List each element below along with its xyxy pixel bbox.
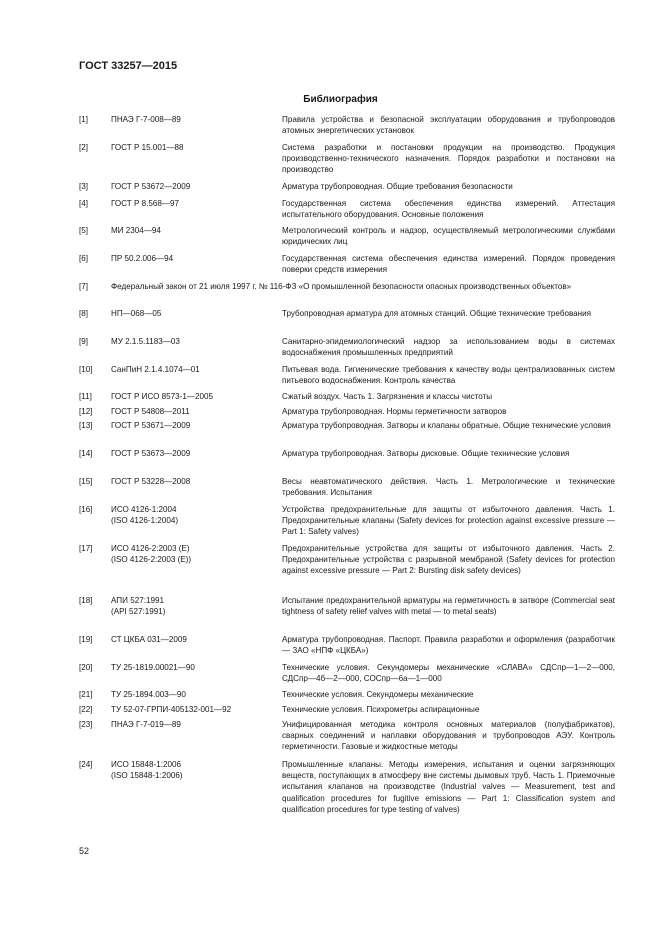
entry-number: [14]	[79, 449, 93, 458]
entry-designation: ТУ 25-1819.00021—90	[111, 663, 195, 672]
entry-designation: ГОСТ Р 54808—2011	[111, 407, 190, 416]
entry-number: [5]	[79, 226, 88, 235]
entry-title: Устройства предохранительные для защиты от избыточного давления. Часть 1. Предохранительные клапаны (Safety devices for protection against excessive pressure — Part 1: Safety valves)	[282, 505, 615, 537]
entry-title: Предохранительные устройства для защиты от избыточного давления. Часть 2. Предохранительные устройства с разрывной мембраной (Safety devices for protection against excessive pressure — Part 2: Bursting disk safety devices)	[282, 544, 615, 576]
entry-number: [10]	[79, 365, 93, 374]
entry-number: [2]	[79, 143, 88, 152]
entry-number: [22]	[79, 705, 93, 714]
entry-designation: ГОСТ Р 8.568—97	[111, 199, 179, 208]
entry-title: Промышленные клапаны. Методы измерения, испытания и оценки загрязняющих веществ, поступающих в атмосферу вне системы дымовых труб. Часть 1. Приемочные испытания клапанов на производстве (Industrial valves — Measurement, test and qualification procedures for fugitive emissions — Part 1: Classification system and qualification procedures for type testing of valves)	[282, 760, 615, 814]
entry-designation: МИ 2304—94	[111, 226, 161, 235]
entry-title: Весы неавтоматического действия. Часть 1. Метрологические и технические требования. Испытания	[282, 477, 615, 498]
entry-designation: ПНАЭ Г-7-019—89	[111, 720, 181, 729]
entry-title: Технические условия. Секундомеры механические	[282, 690, 474, 699]
entry-title: Арматура трубопроводная. Общие требования безопасности	[282, 182, 513, 191]
entry-number: [16]	[79, 505, 93, 514]
entry-number: [23]	[79, 720, 93, 729]
entry-title: Правила устройства и безопасной эксплуатации оборудования и трубопроводов атомных энергетических установок	[282, 115, 615, 136]
entry-title: Санитарно-эпидемиологический надзор за использованием воды в системах водоснабжения промышленных предприятий	[282, 337, 615, 358]
entry-title: Испытание предохранительной арматуры на герметичность в затворе (Commercial seat tightness of safety relief valves with metal — to metal seats)	[282, 596, 615, 617]
entry-title: Трубопроводная арматура для атомных станций. Общие технические требования	[282, 309, 592, 318]
entry-designation: ГОСТ Р 53672—2009	[111, 182, 191, 191]
entry-designation: ПНАЭ Г-7-008—89	[111, 115, 181, 124]
entry-designation: ГОСТ Р ИСО 8573-1—2005	[111, 392, 213, 401]
entry-designation: СанПиН 2.1.4.1074—01	[111, 365, 200, 374]
entry-designation: СТ ЦКБА 031—2009	[111, 635, 187, 644]
entry-title: Арматура трубопроводная. Нормы герметичности затворов	[282, 407, 507, 416]
entry-number: [6]	[79, 254, 88, 263]
entry-title: Метрологический контроль и надзор, осуществляемый метрологическими службами юридических лиц	[282, 226, 615, 247]
entry-title: Государственная система обеспечения единства измерений. Порядок проведения поверки средств измерения	[282, 254, 615, 275]
entry-designation: ИСО 4126-1:2004 (ISO 4126-1:2004)	[111, 505, 179, 526]
entry-number: [17]	[79, 544, 93, 553]
entry-number: [18]	[79, 596, 93, 605]
entry-number: [19]	[79, 635, 93, 644]
entry-number: [24]	[79, 760, 93, 769]
page-number: 52	[79, 846, 90, 856]
entry-number: [9]	[79, 337, 88, 346]
entry-number: [3]	[79, 182, 88, 191]
entry-title: Сжатый воздух. Часть 1. Загрязнения и классы чистоты	[282, 392, 493, 401]
entry-number: [15]	[79, 477, 93, 486]
document-header: ГОСТ 33257—2015	[79, 60, 178, 72]
entry-designation: ТУ 25-1894.003—90	[111, 690, 186, 699]
entry-designation: НП—068—05	[111, 309, 162, 318]
entry-number: [20]	[79, 663, 93, 672]
entry-designation: АПИ 527:1991 (API 527:1991)	[111, 596, 166, 617]
entry-title: Арматура трубопроводная. Затворы и клапаны обратные. Общие технические условия	[282, 421, 611, 430]
entry-designation: ГОСТ Р 53673—2009	[111, 449, 191, 458]
entry-designation: ПР 50.2.006—94	[111, 254, 174, 263]
entry-number: [21]	[79, 690, 93, 699]
entry-designation: ИСО 4126-2:2003 (E) (ISO 4126-2:2003 (E))	[111, 544, 192, 565]
entry-title: Арматура трубопроводная. Затворы дисковые. Общие технические условия	[282, 449, 570, 458]
entry-number: [4]	[79, 199, 88, 208]
entry-designation: ИСО 15848-1:2006 (ISO 15848-1:2006)	[111, 760, 183, 781]
entry-title: Государственная система обеспечения единства измерений. Аттестация испытательного оборудования. Основные положения	[282, 199, 615, 220]
entry-designation: ГОСТ Р 53671—2009	[111, 421, 191, 430]
entry-title: Федеральный закон от 21 июля 1997 г. № 116-ФЗ «О промышленной безопасности опасных производственных объектов»	[111, 282, 572, 291]
entry-title: Технические условия. Секундомеры механические «СЛАВА» СДСпр—1—2—000, СДСпр—4б—2—000, СОСпр—6а—1—000	[282, 663, 615, 684]
entry-title: Унифицированная методика контроля основных материалов (полуфабрикатов), сварных соединений и наплавки оборудования и трубопроводов АЭУ. Контроль герметичности. Газовые и жидкостные методы	[282, 720, 615, 752]
entry-number: [13]	[79, 421, 93, 430]
entry-number: [1]	[79, 115, 88, 124]
entry-number: [8]	[79, 309, 88, 318]
entry-designation: ГОСТ Р 53228—2008	[111, 477, 191, 486]
entry-number: [7]	[79, 282, 88, 291]
entry-designation: ГОСТ Р 15.001—88	[111, 143, 184, 152]
section-title: Библиография	[303, 94, 378, 105]
entry-title: Технические условия. Психрометры аспирационные	[282, 705, 480, 714]
entry-designation: ТУ 52-07-ГРПИ-405132-001—92	[111, 705, 232, 714]
entry-number: [11]	[79, 392, 92, 401]
entry-number: [12]	[79, 407, 93, 416]
entry-designation: МУ 2.1.5.1183—03	[111, 337, 180, 346]
entry-title: Система разработки и постановки продукции на производство. Продукция производственно-технического назначения. Порядок разработки и постановки на производство	[282, 143, 615, 175]
entry-title: Арматура трубопроводная. Паспорт. Правила разработки и оформления (разработчик — ЗАО «НПФ «ЦКБА»)	[282, 635, 615, 656]
entry-title: Питьевая вода. Гигиенические требования к качеству воды централизованных систем питьевого водоснабжения. Контроль качества	[282, 365, 615, 386]
